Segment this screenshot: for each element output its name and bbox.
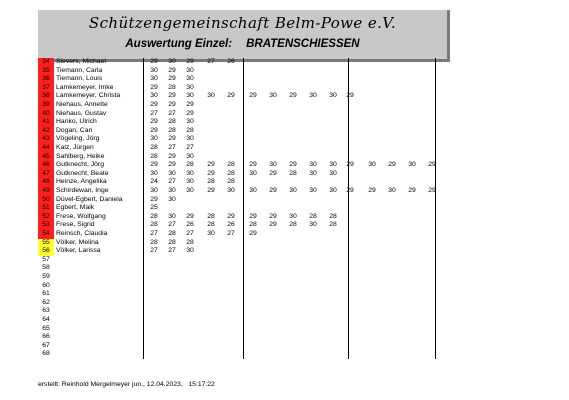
shooter-number: 34 <box>38 58 54 67</box>
score-cell: 28 <box>289 221 297 229</box>
score-cell: 30 <box>150 92 158 100</box>
score-cell: 27 <box>207 58 215 65</box>
shooter-name: Vögeling, Jörg <box>56 135 100 143</box>
score-cell: 30 <box>186 92 194 100</box>
shooter-number: 49 <box>38 187 54 196</box>
score-cell: 29 <box>168 66 176 74</box>
table-row <box>38 75 447 84</box>
shooter-number: 65 <box>42 324 50 332</box>
shooter-name: Sahlberg, Heike <box>56 152 105 160</box>
score-cell: 28 <box>186 126 194 134</box>
table-row <box>38 325 447 334</box>
score-cell: 30 <box>168 187 176 194</box>
shooter-number: 67 <box>42 341 50 349</box>
score-cell: 30 <box>207 92 215 100</box>
score-cell: 26 <box>227 221 235 229</box>
score-cell: 30 <box>329 161 337 169</box>
score-cell: 30 <box>207 230 215 237</box>
score-cell: 27 <box>150 109 158 117</box>
score-cell: 29 <box>269 187 277 194</box>
shooter-number: 43 <box>38 135 54 144</box>
score-cell: 26 <box>227 58 235 65</box>
results-table <box>38 58 447 370</box>
score-cell: 27 <box>168 109 176 117</box>
score-cell: 27 <box>186 230 194 237</box>
club-title: Schützengemeinschaft Belm-Powe e.V. <box>88 14 397 32</box>
shooter-number: 64 <box>42 316 50 323</box>
score-cell: 29 <box>346 187 354 194</box>
table-row <box>38 101 447 110</box>
score-cell: 29 <box>269 212 277 220</box>
shooter-number: 50 <box>38 196 54 205</box>
table-row <box>38 333 447 342</box>
score-cell: 28 <box>168 118 176 126</box>
score-cell: 28 <box>249 221 257 229</box>
score-cell: 28 <box>186 238 194 246</box>
score-cell: 29 <box>428 187 436 194</box>
shooter-name: Egbert, Maik <box>56 204 95 212</box>
shooter-name: Heinze, Angelika <box>56 178 107 186</box>
shooter-number: 51 <box>38 204 54 213</box>
header-banner <box>38 10 450 62</box>
score-cell: 30 <box>329 187 337 194</box>
table-row <box>38 239 447 248</box>
table-row <box>38 273 447 282</box>
shooter-name: Gutknecht, Beate <box>56 169 109 177</box>
shooter-name: Kalz, Jürgen <box>56 144 94 151</box>
score-cell: 27 <box>168 144 176 151</box>
score-cell: 27 <box>168 178 176 186</box>
shooter-number: 66 <box>42 333 50 341</box>
shooter-name: Frese, Wolfgang <box>56 212 106 220</box>
table-row <box>38 307 447 316</box>
score-cell: 27 <box>150 230 158 237</box>
score-cell: 30 <box>150 187 158 194</box>
shooter-name: Dogan, Can <box>56 126 93 134</box>
table-row <box>38 221 447 230</box>
score-cell: 30 <box>186 169 194 177</box>
table-row <box>38 282 447 291</box>
score-cell: 29 <box>249 161 257 169</box>
score-cell: 30 <box>186 75 194 83</box>
score-cell: 29 <box>249 212 257 220</box>
score-cell: 29 <box>207 161 215 169</box>
score-cell: 30 <box>269 92 277 100</box>
score-cell: 30 <box>168 58 176 65</box>
score-cell: 28 <box>227 178 235 186</box>
shooter-name: Gutknecht, Jörg <box>56 161 104 169</box>
event-name: BRATENSCHIESSEN <box>246 38 360 50</box>
score-cell: 28 <box>207 178 215 186</box>
score-cell: 27 <box>168 221 176 229</box>
score-cell: 30 <box>309 92 317 100</box>
shooter-name: Völker, Larissa <box>56 247 101 255</box>
score-cell: 30 <box>168 169 176 177</box>
shooter-number: 45 <box>38 153 54 162</box>
table-row <box>38 161 447 170</box>
table-row <box>38 153 447 162</box>
score-cell: 30 <box>150 66 158 74</box>
score-cell: 29 <box>388 161 396 169</box>
score-cell: 30 <box>309 161 317 169</box>
score-cell: 30 <box>329 169 337 177</box>
table-row <box>38 92 447 101</box>
footer-created <box>38 381 215 388</box>
shooter-number: 48 <box>38 178 54 187</box>
shooter-number: 40 <box>38 110 54 119</box>
score-cell: 29 <box>269 221 277 229</box>
score-cell: 29 <box>168 135 176 143</box>
score-cell: 30 <box>309 187 317 194</box>
score-cell: 29 <box>186 109 194 117</box>
shooter-name: Frese, Sigrid <box>56 221 95 229</box>
shooter-name: Hanko, Ulrich <box>56 118 97 126</box>
shooter-number: 54 <box>38 230 54 239</box>
score-cell: 29 <box>346 92 354 100</box>
score-cell: 29 <box>150 83 158 91</box>
score-cell: 29 <box>269 169 277 177</box>
shooter-name: Sievers, Michael <box>56 58 106 65</box>
shooter-name: Reinsch, Claudia <box>56 230 108 237</box>
table-row <box>38 67 447 76</box>
table-row <box>38 316 447 325</box>
score-cell: 30 <box>186 187 194 194</box>
score-cell: 30 <box>186 178 194 186</box>
score-cell: 28 <box>168 83 176 91</box>
score-cell: 29 <box>168 152 176 160</box>
score-cell: 30 <box>168 195 176 203</box>
score-cell: 28 <box>207 221 215 229</box>
score-cell: 29 <box>346 161 354 169</box>
score-cell: 28 <box>227 161 235 169</box>
table-row <box>38 135 447 144</box>
score-cell: 29 <box>186 101 194 108</box>
shooter-name: Niehaus, Gustav <box>56 109 107 117</box>
score-cell: 29 <box>227 92 235 100</box>
shooter-name: Völker, Melina <box>56 238 99 246</box>
score-cell: 29 <box>249 92 257 100</box>
score-cell: 30 <box>289 212 297 220</box>
table-row <box>38 187 447 196</box>
table-row <box>38 144 447 153</box>
score-cell: 30 <box>289 187 297 194</box>
score-cell: 30 <box>309 169 317 177</box>
score-cell: 29 <box>150 58 158 65</box>
score-cell: 29 <box>408 187 416 194</box>
shooter-name: Schirdewan, Inge <box>56 187 109 194</box>
table-row <box>38 196 447 205</box>
score-cell: 26 <box>186 221 194 229</box>
score-cell: 28 <box>289 169 297 177</box>
score-cell: 29 <box>227 212 235 220</box>
score-cell: 29 <box>368 187 376 194</box>
score-cell: 29 <box>289 161 297 169</box>
score-cell: 30 <box>269 161 277 169</box>
shooter-number: 58 <box>42 264 50 272</box>
shooter-number: 46 <box>38 161 54 170</box>
table-row <box>38 170 447 179</box>
shooter-number: 39 <box>38 101 54 110</box>
shooter-name: Düvel-Egbert, Daniela <box>56 195 123 203</box>
shooter-number: 63 <box>42 307 50 315</box>
score-cell: 30 <box>186 152 194 160</box>
score-cell: 30 <box>249 187 257 194</box>
score-cell: 29 <box>168 92 176 100</box>
shooter-name: Tiemann, Carla <box>56 66 103 74</box>
score-cell: 28 <box>168 126 176 134</box>
table-row <box>38 118 447 127</box>
table-row <box>38 84 447 93</box>
score-cell: 30 <box>186 83 194 91</box>
score-cell: 28 <box>150 238 158 246</box>
table-row <box>38 247 447 256</box>
score-cell: 30 <box>408 161 416 169</box>
shooter-number: 37 <box>38 84 54 93</box>
score-cell: 29 <box>186 212 194 220</box>
score-cell: 30 <box>186 247 194 255</box>
score-cell: 28 <box>150 221 158 229</box>
score-cell: 29 <box>289 92 297 100</box>
shooter-number: 52 <box>38 213 54 222</box>
shooter-name: Lamkemeyer, Imke <box>56 83 114 91</box>
shooter-number: 62 <box>42 298 50 306</box>
table-row <box>38 58 447 67</box>
table-row <box>38 230 447 239</box>
shooter-number: 47 <box>38 170 54 179</box>
shooter-number: 55 <box>38 239 54 248</box>
score-cell: 30 <box>186 66 194 74</box>
shooter-number: 41 <box>38 118 54 127</box>
created-time: 15:17:22 <box>188 381 215 388</box>
shooter-number: 68 <box>42 350 50 358</box>
table-row <box>38 178 447 187</box>
score-cell: 27 <box>168 247 176 255</box>
shooter-number: 61 <box>42 290 50 298</box>
score-cell: 28 <box>186 161 194 169</box>
table-row <box>38 350 447 359</box>
shooter-number: 56 <box>38 247 54 256</box>
score-cell: 30 <box>249 169 257 177</box>
score-cell: 28 <box>329 221 337 229</box>
score-cell: 29 <box>428 161 436 169</box>
score-cell: 28 <box>168 238 176 246</box>
shooter-number: 59 <box>42 273 50 280</box>
shooter-name: Niehaus, Annette <box>56 101 108 108</box>
score-cell: 29 <box>150 101 158 108</box>
shooter-name: Lamkemeyer, Christa <box>56 92 121 100</box>
score-cell: 24 <box>150 178 158 186</box>
score-cell: 29 <box>150 118 158 126</box>
score-cell: 29 <box>186 58 194 65</box>
shooter-number: 36 <box>38 75 54 84</box>
score-cell: 29 <box>168 101 176 108</box>
shooter-number: 53 <box>38 221 54 230</box>
score-cell: 30 <box>388 187 396 194</box>
score-cell: 30 <box>309 221 317 229</box>
table-row <box>38 290 447 299</box>
score-cell: 29 <box>150 161 158 169</box>
score-cell: 30 <box>186 135 194 143</box>
shooter-number: 42 <box>38 127 54 136</box>
evaluation-subtitle <box>38 38 447 50</box>
shooter-number: 57 <box>42 255 50 263</box>
created-by: erstellt: Reinhold Mergelmeyer jun., 12.04.2023, <box>38 381 183 388</box>
score-cell: 28 <box>168 230 176 237</box>
score-cell: 28 <box>150 152 158 160</box>
score-cell: 29 <box>168 75 176 83</box>
score-cell: 27 <box>150 247 158 255</box>
table-row <box>38 204 447 213</box>
score-cell: 30 <box>150 75 158 83</box>
table-row <box>38 342 447 351</box>
shooter-name: Tiemann, Louis <box>56 75 103 83</box>
shooter-number: 35 <box>38 67 54 76</box>
shooter-number: 38 <box>38 92 54 101</box>
score-cell: 29 <box>150 195 158 203</box>
score-cell: 30 <box>150 169 158 177</box>
score-cell: 28 <box>150 212 158 220</box>
table-row <box>38 256 447 265</box>
score-cell: 28 <box>150 144 158 151</box>
table-row <box>38 264 447 273</box>
score-cell: 30 <box>329 92 337 100</box>
score-cell: 28 <box>309 212 317 220</box>
score-cell: 27 <box>227 230 235 237</box>
score-cell: 30 <box>150 135 158 143</box>
score-cell: 29 <box>150 126 158 134</box>
score-cell: 30 <box>227 187 235 194</box>
shooter-number: 44 <box>38 144 54 153</box>
table-row <box>38 110 447 119</box>
score-cell: 29 <box>249 230 257 237</box>
score-cell: 27 <box>186 144 194 151</box>
score-cell: 30 <box>368 161 376 169</box>
score-cell: 29 <box>207 187 215 194</box>
score-cell: 28 <box>329 212 337 220</box>
evaluation-label: Auswertung Einzel: <box>125 38 233 50</box>
shooter-number: 60 <box>42 281 50 289</box>
score-cell: 29 <box>168 161 176 169</box>
table-row <box>38 127 447 136</box>
score-cell: 25 <box>150 204 158 212</box>
score-cell: 30 <box>186 118 194 126</box>
score-cell: 28 <box>207 212 215 220</box>
table-row <box>38 213 447 222</box>
score-cell: 30 <box>168 212 176 220</box>
score-cell: 29 <box>207 169 215 177</box>
score-cell: 28 <box>227 169 235 177</box>
table-row <box>38 299 447 308</box>
